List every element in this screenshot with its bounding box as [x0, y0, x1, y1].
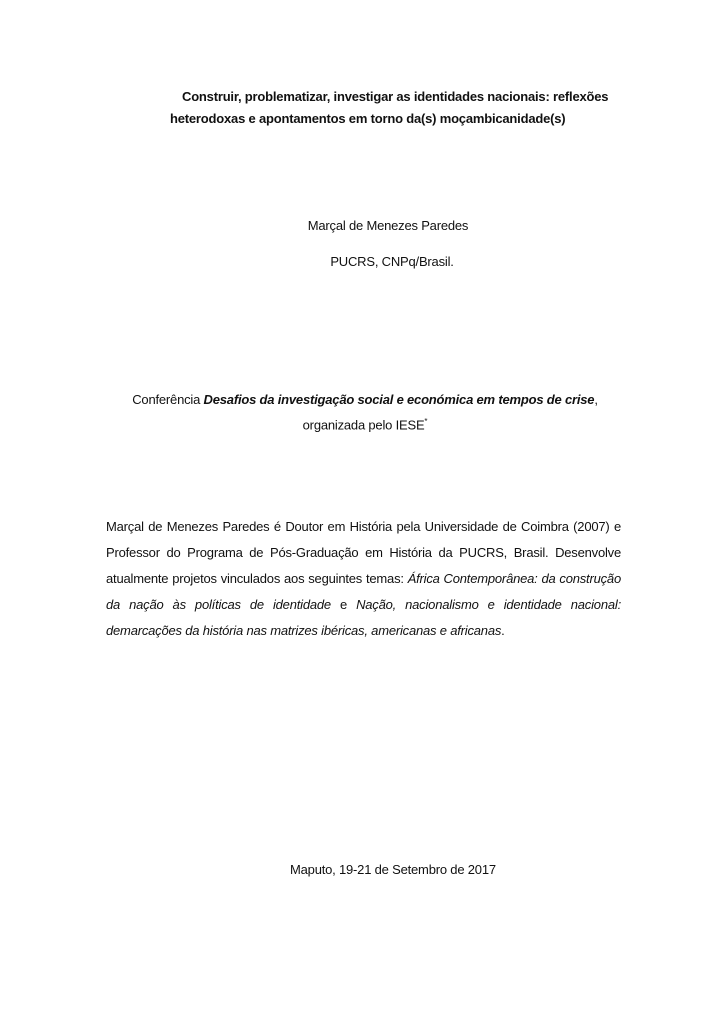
author-affiliation: PUCRS, CNPq/Brasil.	[330, 254, 454, 269]
place-and-date: Maputo, 19-21 de Setembro de 2017	[290, 862, 496, 877]
conference-name: Desafios da investigação social e económica em tempos de crise	[203, 392, 595, 407]
conference-prefix: Conferência	[132, 392, 204, 407]
bio-theme-2: Nação, nacionalismo e identidade nacional: demarcações da história nas matrizes ibéricas, americanas e africanas	[106, 597, 621, 638]
bio-text: Marçal de Menezes Paredes é Doutor em História pela Universidade de Coimbra (2007) e Professor do Programa de Pós-Graduação em História da PUCRS, Brasil. Desenvolve atualmente projetos vinculados aos seguintes temas:	[106, 519, 621, 586]
title-line-1: Construir, problematizar, investigar as identidades nacionais: reflexões	[182, 89, 609, 104]
bio-joiner: e	[330, 597, 357, 612]
document-title	[170, 86, 630, 130]
conference-statement	[100, 389, 630, 436]
bio-end: .	[501, 623, 505, 638]
author-bio	[106, 514, 621, 644]
footnote-mark: *	[424, 417, 428, 426]
conference-suffix: , organizada pelo IESE	[302, 392, 598, 433]
author-name: Marçal de Menezes Paredes	[307, 218, 469, 233]
title-line-2: heterodoxas e apontamentos em torno da(s) moçambicanidade(s)	[170, 111, 566, 126]
bio-theme-1: África Contemporânea: da construção da nação às políticas de identidade	[106, 571, 621, 612]
